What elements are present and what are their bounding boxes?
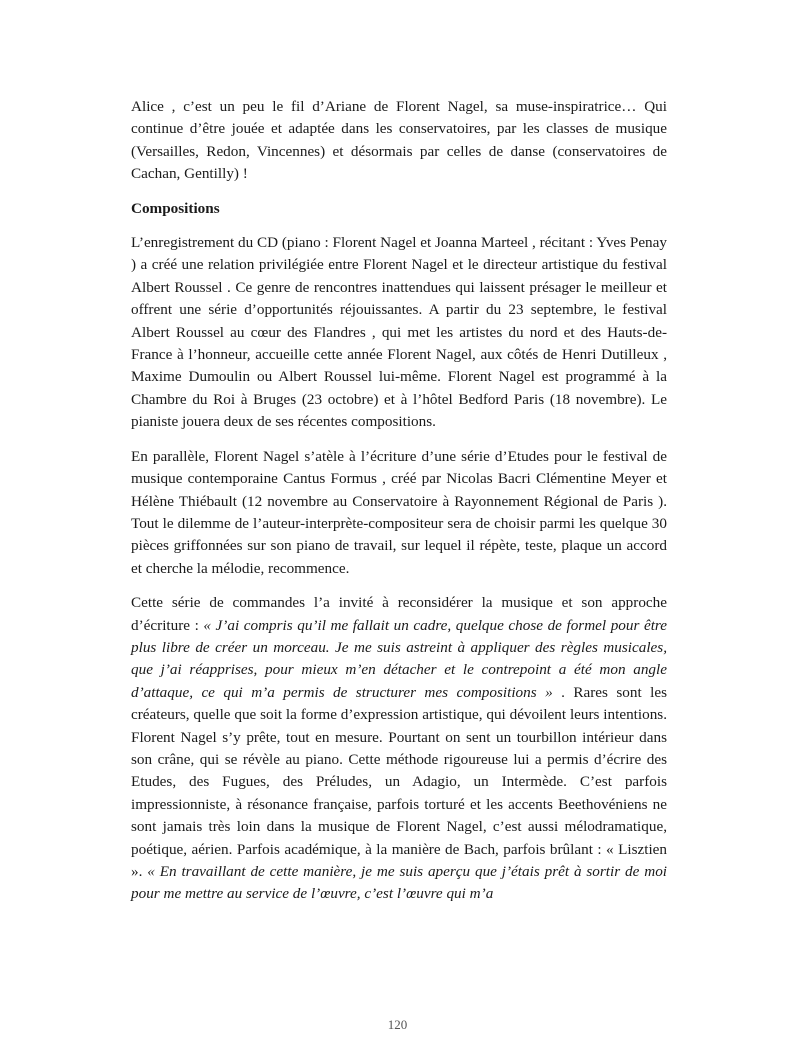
section-heading: Compositions: [131, 199, 220, 217]
commissions-paragraph: [131, 592, 667, 906]
etudes-paragraph: En parallèle, Florent Nagel s’atèle à l’écriture d’une série d’Etudes pour le festival de musique contemporaine Cantus Formus , créé par Nicolas Bacri Clémentine Meyer et Hélène Thiébault (12 novembre au Conservatoire à Rayonnement Régional de Paris ). Tout le dilemme de l’auteur-interprète-compositeur sera de choisir parmi les quelque 30 pièces griffonnées sur son piano de travail, sur lequel il répète, teste, plaque un accord et cherche la mélodie, recommence.: [131, 447, 667, 577]
commissions-text-intro: Cette série de commandes l’a invité à reconsidérer la musique et son approche d’écriture :: [131, 594, 667, 634]
cd-recording-paragraph: L’enregistrement du CD (piano : Florent Nagel et Joanna Marteel , récitant : Yves Penay ) a créé une relation privilégiée entre Florent Nagel et le directeur artistique du festival Albert Roussel . Ce genre de rencontres inattendues qui laissent présager le meilleur et offrent une série d’opportunités réjouissantes. A partir du 23 septembre, le festival Albert Roussel au cœur des Flandres , qui met les artistes du nord et des Hauts-de-France à l’honneur, accueille cette année Florent Nagel, aux côtés de Henri Dutilleux , Maxime Dumoulin ou Albert Roussel lui-même. Florent Nagel est programmé à la Chambre du Roi à Bruges (23 octobre) et à l’hôtel Bedford Paris (18 novembre). Le pianiste jouera deux de ses récentes compositions.: [131, 234, 667, 431]
page-number: 120: [387, 1017, 408, 1032]
document-page: [131, 96, 667, 918]
composer-quote-2: « En travaillant de cette manière, je me suis aperçu que j’étais prêt à sortir de moi pour me mettre au service de l’œuvre, c’est l’œuvre qui m’a: [131, 863, 668, 903]
commissions-text-body: . Rares sont les créateurs, quelle que soit la forme d’expression artistique, qui dévoilent leurs intentions. Florent Nagel s’y prête, tout en mesure. Pourtant on sent un tourbillon intérieur dans son crâne, qui se révèle au piano. Cette méthode rigoureuse lui a permis d’écrire des Etudes, des Fugues, des Préludes, un Adagio, un Intermède. C’est parfois impressionniste, à résonance française, parfois torturé et les accents Beethovéniens ne sont jamais très loin dans la musique de Florent Nagel, c’est aussi mélodramatique, poétique, aérien. Parfois académique, à la manière de Bach, parfois brûlant : « Lisztien ».: [131, 683, 667, 880]
intro-paragraph: Alice , c’est un peu le fil d’Ariane de Florent Nagel, sa muse-inspiratrice… Qui continue d’être jouée et adaptée dans les conservatoires, par les classes de musique (Versailles, Redon, Vincennes) et désormais par celles de danse (conservatoires de Cachan, Gentilly) !: [131, 98, 667, 183]
composer-quote-1: « J’ai compris qu’il me fallait un cadre, quelque chose de formel pour être plus libre de créer un morceau. Je me suis astreint à appliquer des règles musicales, que j’ai réapprises, pour mieux m’en détacher et le contrepoint a été mon angle d’attaque, ce qui m’a permis de structurer mes compositions »: [131, 616, 668, 701]
